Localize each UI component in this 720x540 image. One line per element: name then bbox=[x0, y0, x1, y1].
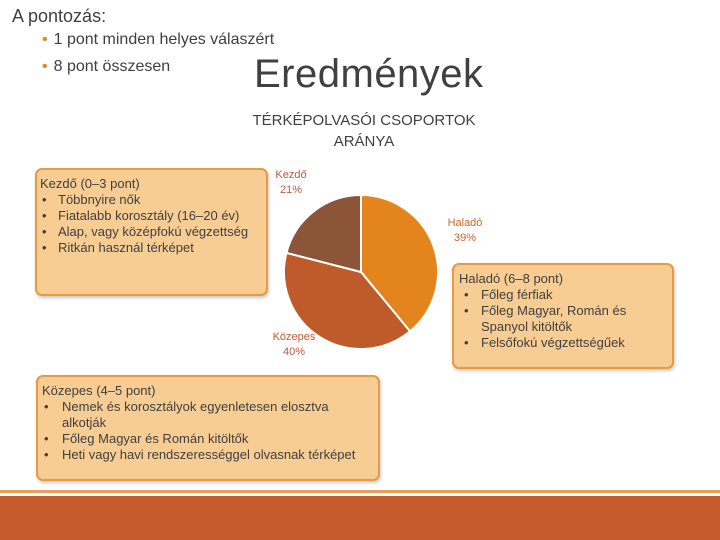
pie-label-name: Kezdő bbox=[275, 169, 307, 181]
pie-label-value: 21% bbox=[279, 184, 303, 196]
list-item-text: Alap, vagy középfokú végzettség bbox=[58, 224, 249, 239]
list-item-text: Főleg Magyar, Román és Spanyol kitöltők bbox=[481, 303, 627, 334]
list-item: • Főleg Magyar és Román kitöltők bbox=[42, 431, 372, 447]
slide-title: Eredmények bbox=[254, 52, 484, 96]
list-item: • Felsőfokú végzettségűek bbox=[459, 335, 666, 351]
bullet-dot: • bbox=[42, 58, 48, 75]
list-item-text: Többnyire nők bbox=[58, 192, 141, 207]
list-item: • Főleg férfiak bbox=[459, 287, 666, 303]
note-title: Kezdő (0–3 pont) bbox=[40, 176, 140, 191]
pie-label-name: Haladó bbox=[447, 217, 483, 229]
pie-label-kezdo bbox=[268, 168, 314, 198]
list-item-text: Felsőfokú végzettségűek bbox=[481, 335, 625, 350]
list-item: • Alap, vagy középfokú végzettség bbox=[40, 224, 262, 240]
note-intermediate bbox=[36, 375, 380, 481]
pie-label-name: Közepes bbox=[272, 331, 316, 343]
list-item-text: Főleg Magyar és Román kitöltők bbox=[62, 431, 249, 446]
list-item-text: Ritkán használ térképet bbox=[58, 240, 194, 255]
list-item: • Nemek és korosztályok egyenletesen elosztva alkotják bbox=[42, 399, 372, 431]
note-title: Közepes (4–5 pont) bbox=[42, 383, 156, 398]
list-item-text: Heti vagy havi rendszerességgel olvasnak térképet bbox=[62, 447, 356, 462]
pie-label-value: 39% bbox=[453, 232, 477, 244]
chart-title-line: ARÁNYA bbox=[333, 133, 395, 150]
chart-title-line: TÉRKÉPOLVASÓI CSOPORTOK bbox=[252, 112, 476, 129]
footer-accent-line bbox=[0, 490, 720, 493]
bullet-dot: • bbox=[42, 31, 48, 48]
scoring-title: A pontozás: bbox=[12, 6, 107, 26]
list-item: • Heti vagy havi rendszerességgel olvasnak térképet bbox=[42, 447, 372, 463]
note-list bbox=[42, 399, 372, 463]
note-advanced bbox=[452, 263, 674, 369]
list-item-text: Fiatalabb korosztály (16–20 év) bbox=[58, 208, 240, 223]
list-item: • Ritkán használ térképet bbox=[40, 240, 262, 256]
note-beginner bbox=[35, 168, 268, 296]
list-item-text: Nemek és korosztályok egyenletesen elosztva alkotják bbox=[62, 399, 329, 430]
note-title: Haladó (6–8 pont) bbox=[459, 271, 564, 286]
pie-label-kozepes bbox=[266, 330, 322, 360]
scoring-bullet-text: 1 pont minden helyes válaszért bbox=[53, 31, 275, 48]
scoring-bullet-text: 8 pont összesen bbox=[53, 58, 171, 75]
note-list bbox=[40, 192, 262, 256]
list-item: • Többnyire nők bbox=[40, 192, 262, 208]
footer-bar bbox=[0, 496, 720, 540]
pie-label-halado bbox=[440, 216, 490, 246]
list-item-text: Főleg férfiak bbox=[481, 287, 553, 302]
note-list bbox=[459, 287, 666, 351]
list-item: • Fiatalabb korosztály (16–20 év) bbox=[40, 208, 262, 224]
list-item: • Főleg Magyar, Román és Spanyol kitöltők bbox=[459, 303, 666, 335]
pie-label-value: 40% bbox=[282, 346, 306, 358]
